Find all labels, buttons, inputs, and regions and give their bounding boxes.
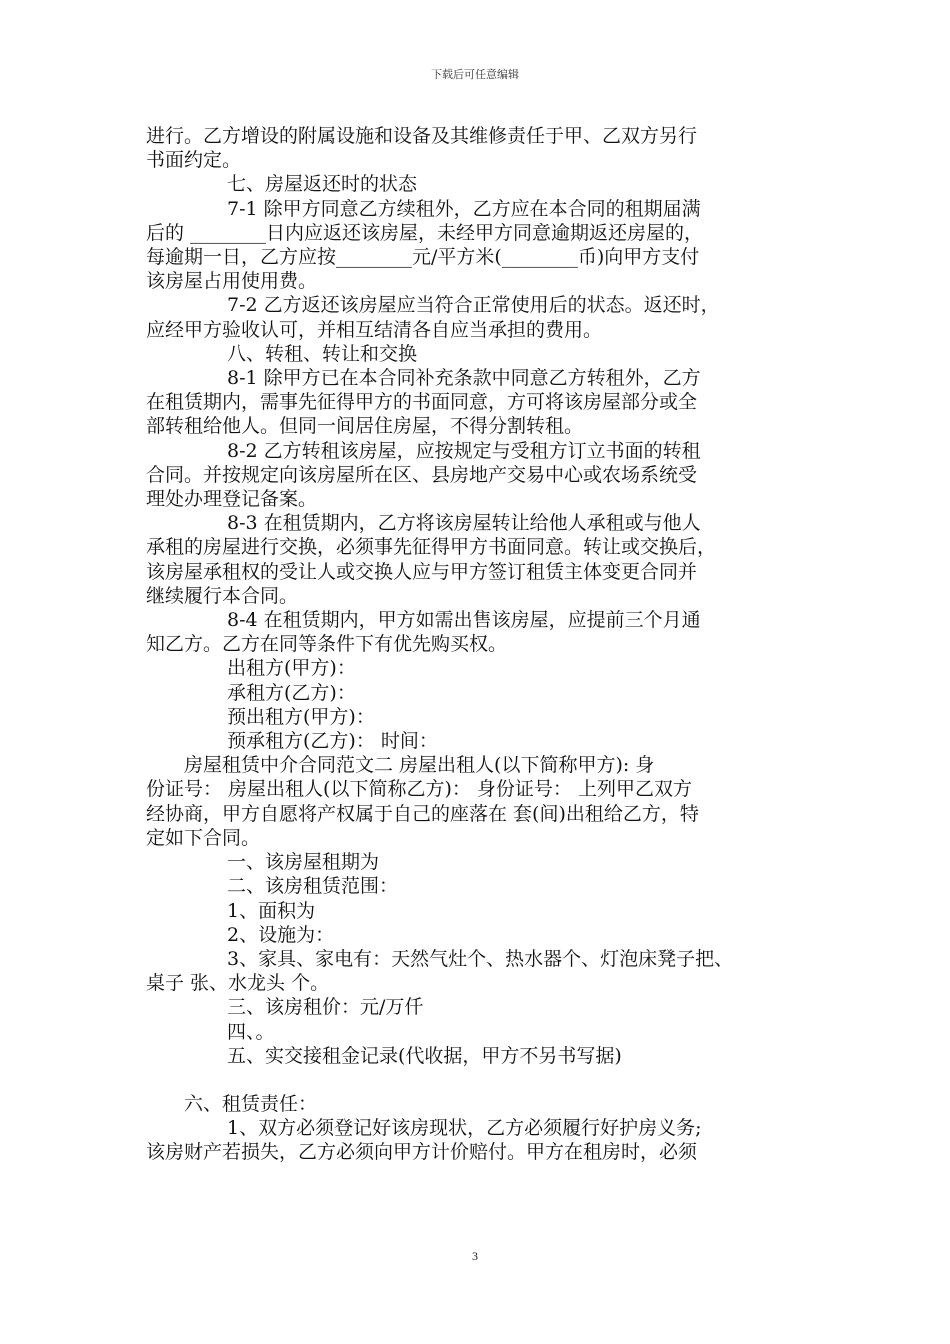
body-line: 部转租给他人。但同一间居住房屋，不得分割转租。	[146, 415, 584, 438]
clause-line: 7-2 乙方返还该房屋应当符合正常使用后的状态。返还时，	[227, 294, 720, 317]
clause-line: 7-1 除甲方同意乙方续租外，乙方应在本合同的租期届满	[227, 197, 701, 220]
document-body	[146, 124, 810, 1165]
list-item: 3、家具、家电有：天然气灶个、热水器个、灯泡床凳子把、	[227, 947, 734, 970]
body-line: 在租赁期内，需事先征得甲方的书面同意，方可将该房屋部分或全	[146, 391, 698, 414]
body-line: 后的 ________日内应返还该房屋，未经甲方同意逾期返还房屋的，	[146, 221, 704, 244]
signature-line: 出租方(甲方)：	[227, 657, 356, 680]
section-heading: 四、。	[227, 1020, 275, 1043]
page-header: 下载后可任意编辑	[431, 68, 519, 81]
body-line: 经协商，甲方自愿将产权属于自己的座落在 套(间)出租给乙方，特	[146, 802, 699, 825]
body-line: 承租的房屋进行交换，必须事先征得甲方书面同意。转让或交换后，	[146, 536, 717, 559]
clause-line: 8-4 在租赁期内，甲方如需出售该房屋，应提前三个月通	[227, 609, 701, 632]
list-item: 1、双方必须登记好该房现状，乙方必须履行好护房义务;	[227, 1117, 702, 1140]
section-heading: 三、该房租价：元/万仟	[227, 996, 424, 1019]
body-line: 桌子 张、水龙头 个。	[146, 972, 330, 995]
section-heading: 八、转租、转让和交换	[227, 342, 418, 365]
clause-line: 8-1 除甲方已在本合同补充条款中同意乙方转租外，乙方	[227, 367, 701, 390]
body-line: 该房屋承租权的受让人或交换人应与甲方签订租赁主体变更合同并	[146, 560, 698, 583]
section-heading: 七、房屋返还时的状态	[227, 173, 418, 196]
page-number: 3	[472, 1249, 478, 1263]
signature-line: 预承租方(乙方)： 时间：	[227, 730, 438, 753]
section-heading: 六、租赁责任：	[184, 1092, 318, 1115]
signature-line: 预出租方(甲方)：	[227, 705, 375, 728]
body-line: 定如下合同。	[146, 826, 261, 849]
body-line: 应经甲方验收认可，并相互结清各自应当承担的费用。	[146, 318, 603, 341]
clause-line: 8-3 在租赁期内，乙方将该房屋转让给他人承租或与他人	[227, 512, 701, 535]
body-line: 份证号： 房屋出租人(以下简称乙方)： 身份证号： 上列甲乙双方	[146, 778, 692, 801]
blank-line	[146, 1068, 810, 1092]
body-line: 每逾期一日，乙方应按________元/平方米(________币)向甲方支付	[146, 246, 700, 269]
second-contract-title-line: 房屋租赁中介合同范文二 房屋出租人(以下简称甲方): 身	[184, 754, 655, 777]
list-item: 1、面积为	[227, 899, 316, 922]
body-line: 进行。乙方增设的附属设施和设备及其维修责任于甲、乙双方另行	[146, 125, 698, 147]
section-heading: 一、该房屋租期为	[227, 851, 380, 874]
body-line: 知乙方。乙方在同等条件下有优先购买权。	[146, 633, 508, 656]
signature-line: 承租方(乙方)：	[227, 681, 356, 704]
body-line: 继续履行本合同。	[146, 584, 299, 607]
body-line: 理处办理登记备案。	[146, 488, 318, 511]
section-heading: 五、实交接租金记录(代收据，甲方不另书写据)	[227, 1044, 622, 1067]
body-line: 书面约定。	[146, 149, 242, 172]
body-line: 合同。并按规定向该房屋所在区、县房地产交易中心或农场系统受	[146, 463, 698, 486]
body-line: 该房财产若损失，乙方必须向甲方计价赔付。甲方在租房时，必须	[146, 1141, 698, 1164]
clause-line: 8-2 乙方转租该房屋，应按规定与受租方订立书面的转租	[227, 439, 701, 462]
list-item: 2、设施为：	[227, 923, 335, 946]
section-heading: 二、该房租赁范围：	[227, 875, 399, 898]
body-line: 该房屋占用使用费。	[146, 270, 318, 293]
